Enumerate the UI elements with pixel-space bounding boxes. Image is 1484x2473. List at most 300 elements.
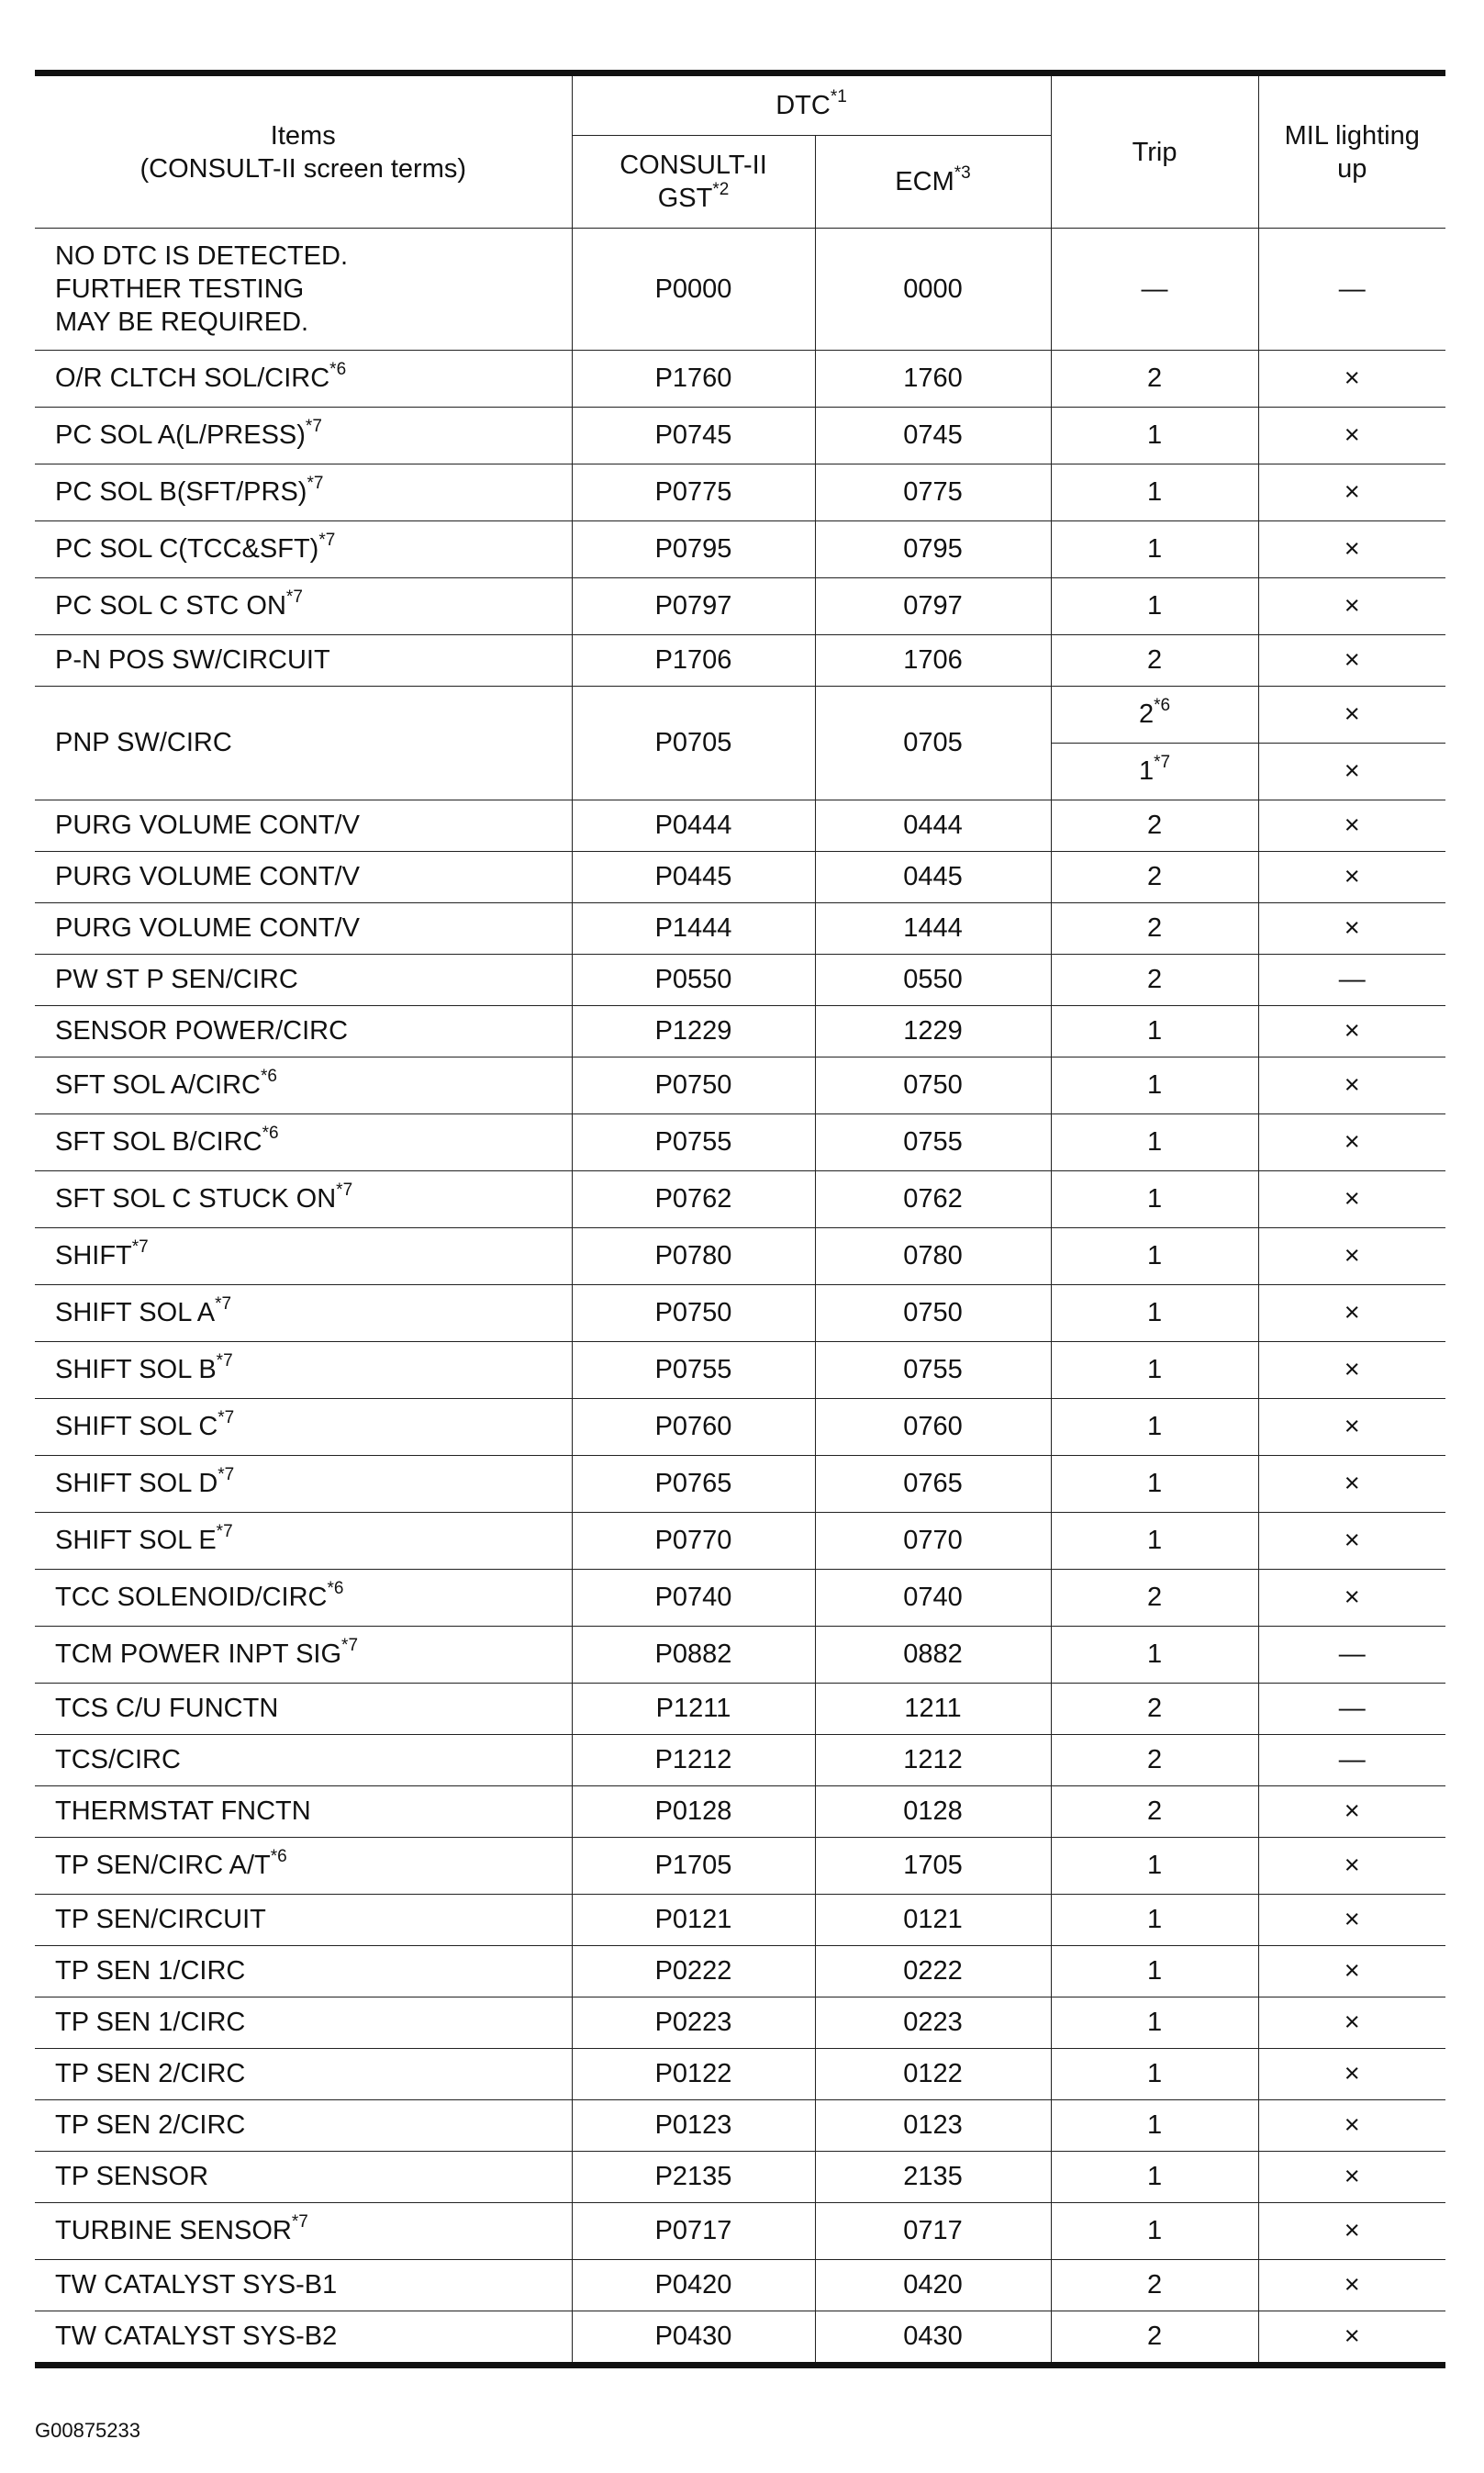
row-ecm-code: 0795 bbox=[815, 521, 1051, 578]
row-item bbox=[35, 852, 572, 903]
row-item-label: TP SEN/CIRC A/T bbox=[55, 1851, 271, 1880]
row-item bbox=[35, 408, 572, 464]
table-row bbox=[35, 1946, 1445, 1997]
row-consult-code: P1212 bbox=[572, 1735, 815, 1786]
row-consult-code: P1706 bbox=[572, 635, 815, 687]
row-trip: 1 bbox=[1051, 1895, 1258, 1946]
row-item bbox=[35, 955, 572, 1006]
row-trip: 1 bbox=[1051, 1997, 1258, 2049]
row-trip: 1 bbox=[1051, 1342, 1258, 1399]
row-consult-code: P1705 bbox=[572, 1838, 815, 1895]
row-item bbox=[35, 1456, 572, 1513]
row-item-note: *7 bbox=[285, 587, 303, 608]
table-row bbox=[35, 1285, 1445, 1342]
row-item bbox=[35, 1513, 572, 1570]
row-item bbox=[35, 351, 572, 408]
row-ecm-code: 0762 bbox=[815, 1171, 1051, 1228]
highlight-consult: P0000 bbox=[572, 229, 815, 351]
row-item bbox=[35, 1735, 572, 1786]
highlight-item bbox=[35, 229, 572, 351]
row-item-note: *7 bbox=[218, 1408, 235, 1428]
table-row bbox=[35, 800, 1445, 852]
row-consult-code: P0705 bbox=[572, 687, 815, 800]
table-row bbox=[35, 2311, 1445, 2366]
row-trip: 1 bbox=[1051, 1171, 1258, 1228]
row-consult-code: P0444 bbox=[572, 800, 815, 852]
consult-header-line2: GST bbox=[657, 184, 713, 213]
row-consult-code: P0122 bbox=[572, 2049, 815, 2100]
row-item: PNP SW/CIRC bbox=[35, 687, 572, 800]
dtc-header-note: *1 bbox=[830, 87, 847, 107]
row-consult-code: P0717 bbox=[572, 2203, 815, 2260]
row-mil: × bbox=[1258, 1786, 1445, 1838]
table-row bbox=[35, 1456, 1445, 1513]
row-trip: 2 bbox=[1051, 903, 1258, 955]
row-ecm-code: 0123 bbox=[815, 2100, 1051, 2152]
row-trip: 1 bbox=[1051, 408, 1258, 464]
row-item-note: *6 bbox=[329, 360, 347, 380]
row-item bbox=[35, 1228, 572, 1285]
row-item-label: PW ST P SEN/CIRC bbox=[55, 965, 298, 994]
row-mil: × bbox=[1258, 1285, 1445, 1342]
row-consult-code: P0755 bbox=[572, 1114, 815, 1171]
row-item bbox=[35, 1946, 572, 1997]
row-item bbox=[35, 2311, 572, 2366]
row-trip: 1 bbox=[1051, 521, 1258, 578]
consult-header-line1: CONSULT-II bbox=[619, 151, 767, 180]
row-item bbox=[35, 1895, 572, 1946]
highlight-trip: — bbox=[1051, 229, 1258, 351]
row-item-note: *7 bbox=[291, 2212, 308, 2232]
row-ecm-code: 0775 bbox=[815, 464, 1051, 521]
row-item bbox=[35, 1399, 572, 1456]
row-ecm-code: 0444 bbox=[815, 800, 1051, 852]
row-trip bbox=[1051, 687, 1258, 744]
highlight-item-line3: MAY BE REQUIRED. bbox=[55, 308, 309, 337]
row-item-note: *7 bbox=[307, 474, 324, 494]
row-item-note: *6 bbox=[261, 1067, 277, 1087]
row-mil: — bbox=[1258, 1735, 1445, 1786]
table-row bbox=[35, 2152, 1445, 2203]
highlight-row bbox=[35, 229, 1445, 351]
row-consult-code: P0762 bbox=[572, 1171, 815, 1228]
row-mil: × bbox=[1258, 2152, 1445, 2203]
row-trip: 1 bbox=[1051, 1627, 1258, 1684]
row-item-label: PC SOL A(L/PRESS) bbox=[55, 420, 306, 450]
row-mil: × bbox=[1258, 1570, 1445, 1627]
row-mil: × bbox=[1258, 1114, 1445, 1171]
row-consult-code: P0795 bbox=[572, 521, 815, 578]
row-ecm-code: 0755 bbox=[815, 1342, 1051, 1399]
row-item-label: TP SEN/CIRCUIT bbox=[55, 1905, 266, 1934]
row-mil: — bbox=[1258, 1627, 1445, 1684]
row-item bbox=[35, 1006, 572, 1057]
highlight-item-line2: FURTHER TESTING bbox=[55, 274, 305, 304]
row-item-note: *7 bbox=[215, 1294, 232, 1315]
row-mil: × bbox=[1258, 2203, 1445, 2260]
row-item-note: *7 bbox=[216, 1522, 233, 1542]
row-trip: 2 bbox=[1051, 2311, 1258, 2366]
row-item-note: *7 bbox=[341, 1636, 359, 1656]
row-trip: 2 bbox=[1051, 800, 1258, 852]
row-mil: × bbox=[1258, 635, 1445, 687]
row-ecm-code: 0222 bbox=[815, 1946, 1051, 1997]
row-item-label: TW CATALYST SYS-B2 bbox=[55, 2322, 338, 2351]
row-item bbox=[35, 521, 572, 578]
row-item bbox=[35, 2100, 572, 2152]
row-ecm-code: 0760 bbox=[815, 1399, 1051, 1456]
items-header bbox=[35, 73, 572, 229]
table-row bbox=[35, 1057, 1445, 1114]
row-item bbox=[35, 635, 572, 687]
row-item-label: TW CATALYST SYS-B1 bbox=[55, 2270, 338, 2300]
row-trip: 2 bbox=[1051, 1786, 1258, 1838]
row-trip-note: *6 bbox=[1154, 696, 1171, 716]
row-item-label: SHIFT SOL C bbox=[55, 1412, 218, 1441]
table-row bbox=[35, 1171, 1445, 1228]
table-body bbox=[35, 229, 1445, 2366]
row-mil: × bbox=[1258, 1456, 1445, 1513]
row-mil: × bbox=[1258, 1399, 1445, 1456]
row-mil: × bbox=[1258, 521, 1445, 578]
dtc-table bbox=[35, 70, 1445, 2368]
row-trip bbox=[1051, 744, 1258, 800]
row-item-label: SFT SOL A/CIRC bbox=[55, 1070, 261, 1100]
row-trip: 2 bbox=[1051, 1735, 1258, 1786]
row-item-note: *7 bbox=[318, 531, 336, 551]
row-item-label: SHIFT SOL E bbox=[55, 1526, 217, 1555]
table-row bbox=[35, 578, 1445, 635]
row-item-label: SHIFT SOL D bbox=[55, 1469, 218, 1498]
row-trip: 1 bbox=[1051, 1513, 1258, 1570]
table-row bbox=[35, 1735, 1445, 1786]
row-item bbox=[35, 2203, 572, 2260]
row-item bbox=[35, 1171, 572, 1228]
table-header bbox=[35, 73, 1445, 229]
ecm-header bbox=[815, 136, 1051, 229]
row-item-label: SHIFT bbox=[55, 1241, 132, 1270]
row-ecm-code: 0750 bbox=[815, 1285, 1051, 1342]
row-ecm-code: 0780 bbox=[815, 1228, 1051, 1285]
row-mil: × bbox=[1258, 578, 1445, 635]
row-consult-code: P0745 bbox=[572, 408, 815, 464]
row-mil: × bbox=[1258, 351, 1445, 408]
trip-header: Trip bbox=[1051, 73, 1258, 229]
row-item bbox=[35, 800, 572, 852]
row-mil: × bbox=[1258, 687, 1445, 744]
row-mil: × bbox=[1258, 1057, 1445, 1114]
row-item-label: TCS C/U FUNCTN bbox=[55, 1694, 279, 1723]
row-item bbox=[35, 903, 572, 955]
table-row bbox=[35, 408, 1445, 464]
row-consult-code: P0882 bbox=[572, 1627, 815, 1684]
dtc-header bbox=[572, 73, 1051, 136]
row-item-label: TP SEN 2/CIRC bbox=[55, 2059, 246, 2088]
row-ecm-code: 0122 bbox=[815, 2049, 1051, 2100]
consult-header bbox=[572, 136, 815, 229]
row-consult-code: P0780 bbox=[572, 1228, 815, 1285]
row-consult-code: P0420 bbox=[572, 2260, 815, 2311]
mil-header bbox=[1258, 73, 1445, 229]
table-row bbox=[35, 955, 1445, 1006]
row-mil: — bbox=[1258, 955, 1445, 1006]
table-row bbox=[35, 1838, 1445, 1895]
table-row bbox=[35, 1342, 1445, 1399]
row-trip: 1 bbox=[1051, 1838, 1258, 1895]
row-trip: 1 bbox=[1051, 1114, 1258, 1171]
row-ecm-code: 1760 bbox=[815, 351, 1051, 408]
table-row bbox=[35, 464, 1445, 521]
row-item-note: *6 bbox=[262, 1124, 279, 1144]
row-ecm-code: 0121 bbox=[815, 1895, 1051, 1946]
row-ecm-code: 0717 bbox=[815, 2203, 1051, 2260]
row-mil: × bbox=[1258, 1946, 1445, 1997]
row-ecm-code: 0755 bbox=[815, 1114, 1051, 1171]
row-trip: 1 bbox=[1051, 2152, 1258, 2203]
items-header-line1: Items bbox=[270, 120, 336, 151]
row-trip: 1 bbox=[1051, 2203, 1258, 2260]
row-ecm-code: 0445 bbox=[815, 852, 1051, 903]
row-consult-code: P1229 bbox=[572, 1006, 815, 1057]
row-item-label: TP SEN 1/CIRC bbox=[55, 1956, 246, 1986]
row-consult-code: P0750 bbox=[572, 1057, 815, 1114]
row-trip-value: 1 bbox=[1138, 756, 1155, 786]
table-row bbox=[35, 1997, 1445, 2049]
row-trip: 1 bbox=[1051, 1946, 1258, 1997]
row-item-label: PC SOL C(TCC&SFT) bbox=[55, 534, 319, 564]
row-mil: × bbox=[1258, 903, 1445, 955]
row-trip: 1 bbox=[1051, 2049, 1258, 2100]
row-consult-code: P1444 bbox=[572, 903, 815, 955]
row-ecm-code: 0765 bbox=[815, 1456, 1051, 1513]
row-item-label: THERMSTAT FNCTN bbox=[55, 1796, 311, 1826]
row-trip: 2 bbox=[1051, 1684, 1258, 1735]
row-consult-code: P0755 bbox=[572, 1342, 815, 1399]
row-consult-code: P0121 bbox=[572, 1895, 815, 1946]
row-trip-value: 2 bbox=[1138, 699, 1155, 729]
row-item-label: SFT SOL C STUCK ON bbox=[55, 1184, 337, 1214]
row-item bbox=[35, 1997, 572, 2049]
highlight-mil: — bbox=[1258, 229, 1445, 351]
row-item-label: O/R CLTCH SOL/CIRC bbox=[55, 364, 330, 393]
row-item-label: PURG VOLUME CONT/V bbox=[55, 862, 360, 891]
row-mil: — bbox=[1258, 1684, 1445, 1735]
row-item bbox=[35, 2152, 572, 2203]
row-mil: × bbox=[1258, 464, 1445, 521]
table-row bbox=[35, 2260, 1445, 2311]
row-mil: × bbox=[1258, 852, 1445, 903]
row-ecm-code: 0705 bbox=[815, 687, 1051, 800]
row-consult-code: P0750 bbox=[572, 1285, 815, 1342]
row-consult-code: P0740 bbox=[572, 1570, 815, 1627]
row-ecm-code: 1211 bbox=[815, 1684, 1051, 1735]
row-consult-code: P1211 bbox=[572, 1684, 815, 1735]
row-trip: 1 bbox=[1051, 1456, 1258, 1513]
row-mil: × bbox=[1258, 1342, 1445, 1399]
row-item bbox=[35, 464, 572, 521]
row-item-label: P-N POS SW/CIRCUIT bbox=[55, 645, 330, 675]
row-item-note: *6 bbox=[327, 1579, 344, 1599]
table-row bbox=[35, 1786, 1445, 1838]
row-item-label: TCS/CIRC bbox=[55, 1745, 181, 1774]
figure-code: G00875233 bbox=[35, 2419, 140, 2442]
row-consult-code: P0797 bbox=[572, 578, 815, 635]
mil-header-line2: up bbox=[1337, 153, 1367, 184]
table-row bbox=[35, 687, 1445, 744]
row-trip: 1 bbox=[1051, 2100, 1258, 2152]
row-item bbox=[35, 1838, 572, 1895]
row-mil: × bbox=[1258, 1513, 1445, 1570]
row-ecm-code: 0550 bbox=[815, 955, 1051, 1006]
row-trip: 1 bbox=[1051, 1057, 1258, 1114]
ecm-header-note: *3 bbox=[954, 163, 971, 184]
row-item-note: *6 bbox=[270, 1847, 287, 1867]
row-trip: 1 bbox=[1051, 1006, 1258, 1057]
row-item-note: *7 bbox=[131, 1237, 149, 1258]
row-consult-code: P0550 bbox=[572, 955, 815, 1006]
row-item bbox=[35, 1570, 572, 1627]
row-item-label: PURG VOLUME CONT/V bbox=[55, 811, 360, 840]
row-item bbox=[35, 1627, 572, 1684]
row-ecm-code: 0430 bbox=[815, 2311, 1051, 2366]
row-ecm-code: 0745 bbox=[815, 408, 1051, 464]
row-consult-code: P2135 bbox=[572, 2152, 815, 2203]
row-ecm-code: 0740 bbox=[815, 1570, 1051, 1627]
row-item bbox=[35, 1057, 572, 1114]
row-mil: × bbox=[1258, 800, 1445, 852]
table-row bbox=[35, 1399, 1445, 1456]
table-row bbox=[35, 2049, 1445, 2100]
row-mil: × bbox=[1258, 2311, 1445, 2366]
row-trip: 2 bbox=[1051, 635, 1258, 687]
row-mil: × bbox=[1258, 1997, 1445, 2049]
dtc-header-label: DTC bbox=[775, 91, 831, 120]
row-ecm-code: 1212 bbox=[815, 1735, 1051, 1786]
row-trip: 2 bbox=[1051, 2260, 1258, 2311]
row-item-label: PURG VOLUME CONT/V bbox=[55, 913, 360, 943]
table-row bbox=[35, 1684, 1445, 1735]
row-ecm-code: 1705 bbox=[815, 1838, 1051, 1895]
row-item-label: PC SOL B(SFT/PRS) bbox=[55, 477, 307, 507]
row-consult-code: P0775 bbox=[572, 464, 815, 521]
row-ecm-code: 0882 bbox=[815, 1627, 1051, 1684]
row-consult-code: P0770 bbox=[572, 1513, 815, 1570]
row-item bbox=[35, 1114, 572, 1171]
row-trip: 2 bbox=[1051, 852, 1258, 903]
table-row bbox=[35, 351, 1445, 408]
table-row bbox=[35, 1228, 1445, 1285]
row-ecm-code: 0770 bbox=[815, 1513, 1051, 1570]
row-item-label: PC SOL C STC ON bbox=[55, 591, 286, 621]
row-ecm-code: 1229 bbox=[815, 1006, 1051, 1057]
row-item-label: SHIFT SOL A bbox=[55, 1298, 216, 1327]
row-item bbox=[35, 1285, 572, 1342]
row-ecm-code: 0420 bbox=[815, 2260, 1051, 2311]
row-trip: 1 bbox=[1051, 1228, 1258, 1285]
row-consult-code: P0760 bbox=[572, 1399, 815, 1456]
row-trip-note: *7 bbox=[1154, 753, 1171, 773]
row-mil: × bbox=[1258, 1228, 1445, 1285]
items-header-line2: (CONSULT-II screen terms) bbox=[139, 153, 467, 184]
table-row bbox=[35, 635, 1445, 687]
row-consult-code: P0223 bbox=[572, 1997, 815, 2049]
table-row bbox=[35, 1895, 1445, 1946]
row-consult-code: P0128 bbox=[572, 1786, 815, 1838]
row-item-label: TCM POWER INPT SIG bbox=[55, 1639, 342, 1669]
row-mil: × bbox=[1258, 1006, 1445, 1057]
row-ecm-code: 0797 bbox=[815, 578, 1051, 635]
row-ecm-code: 2135 bbox=[815, 2152, 1051, 2203]
row-item bbox=[35, 1684, 572, 1735]
table-row bbox=[35, 2203, 1445, 2260]
row-item-note: *7 bbox=[218, 1465, 235, 1485]
row-mil: × bbox=[1258, 2260, 1445, 2311]
row-item-label: TP SEN 2/CIRC bbox=[55, 2110, 246, 2140]
row-trip: 1 bbox=[1051, 464, 1258, 521]
row-consult-code: P0222 bbox=[572, 1946, 815, 1997]
highlight-ecm: 0000 bbox=[815, 229, 1051, 351]
row-mil: × bbox=[1258, 1171, 1445, 1228]
row-trip: 2 bbox=[1051, 1570, 1258, 1627]
row-item-label: TURBINE SENSOR bbox=[55, 2216, 292, 2245]
mil-header-line1: MIL lighting bbox=[1284, 120, 1420, 151]
row-item bbox=[35, 2049, 572, 2100]
row-ecm-code: 1444 bbox=[815, 903, 1051, 955]
table-row bbox=[35, 1627, 1445, 1684]
table-row bbox=[35, 1006, 1445, 1057]
row-item-label: SFT SOL B/CIRC bbox=[55, 1127, 262, 1157]
row-mil: × bbox=[1258, 1895, 1445, 1946]
row-trip: 2 bbox=[1051, 351, 1258, 408]
row-trip: 1 bbox=[1051, 1399, 1258, 1456]
row-mil: × bbox=[1258, 2100, 1445, 2152]
row-consult-code: P1760 bbox=[572, 351, 815, 408]
table-row bbox=[35, 1570, 1445, 1627]
ecm-header-label: ECM bbox=[895, 167, 954, 196]
row-item-label: TP SEN 1/CIRC bbox=[55, 2008, 246, 2037]
row-item bbox=[35, 578, 572, 635]
row-mil: × bbox=[1258, 408, 1445, 464]
row-consult-code: P0123 bbox=[572, 2100, 815, 2152]
row-item bbox=[35, 1786, 572, 1838]
consult-header-note: *2 bbox=[712, 180, 730, 200]
table-row bbox=[35, 2100, 1445, 2152]
row-item-label: SENSOR POWER/CIRC bbox=[55, 1016, 349, 1046]
row-ecm-code: 1706 bbox=[815, 635, 1051, 687]
row-consult-code: P0430 bbox=[572, 2311, 815, 2366]
row-ecm-code: 0128 bbox=[815, 1786, 1051, 1838]
row-consult-code: P0765 bbox=[572, 1456, 815, 1513]
row-item-note: *7 bbox=[216, 1351, 233, 1371]
row-item-label: SHIFT SOL B bbox=[55, 1355, 217, 1384]
row-consult-code: P0445 bbox=[572, 852, 815, 903]
table-row bbox=[35, 903, 1445, 955]
row-item bbox=[35, 1342, 572, 1399]
table-row bbox=[35, 1513, 1445, 1570]
row-ecm-code: 0223 bbox=[815, 1997, 1051, 2049]
row-mil: × bbox=[1258, 2049, 1445, 2100]
row-item-label: TCC SOLENOID/CIRC bbox=[55, 1583, 328, 1612]
row-item-note: *7 bbox=[336, 1181, 353, 1201]
row-mil: × bbox=[1258, 1838, 1445, 1895]
row-trip: 1 bbox=[1051, 1285, 1258, 1342]
row-item-label: TP SENSOR bbox=[55, 2162, 209, 2191]
row-ecm-code: 0750 bbox=[815, 1057, 1051, 1114]
table-row bbox=[35, 852, 1445, 903]
row-mil: × bbox=[1258, 744, 1445, 800]
table-row bbox=[35, 521, 1445, 578]
row-trip: 2 bbox=[1051, 955, 1258, 1006]
